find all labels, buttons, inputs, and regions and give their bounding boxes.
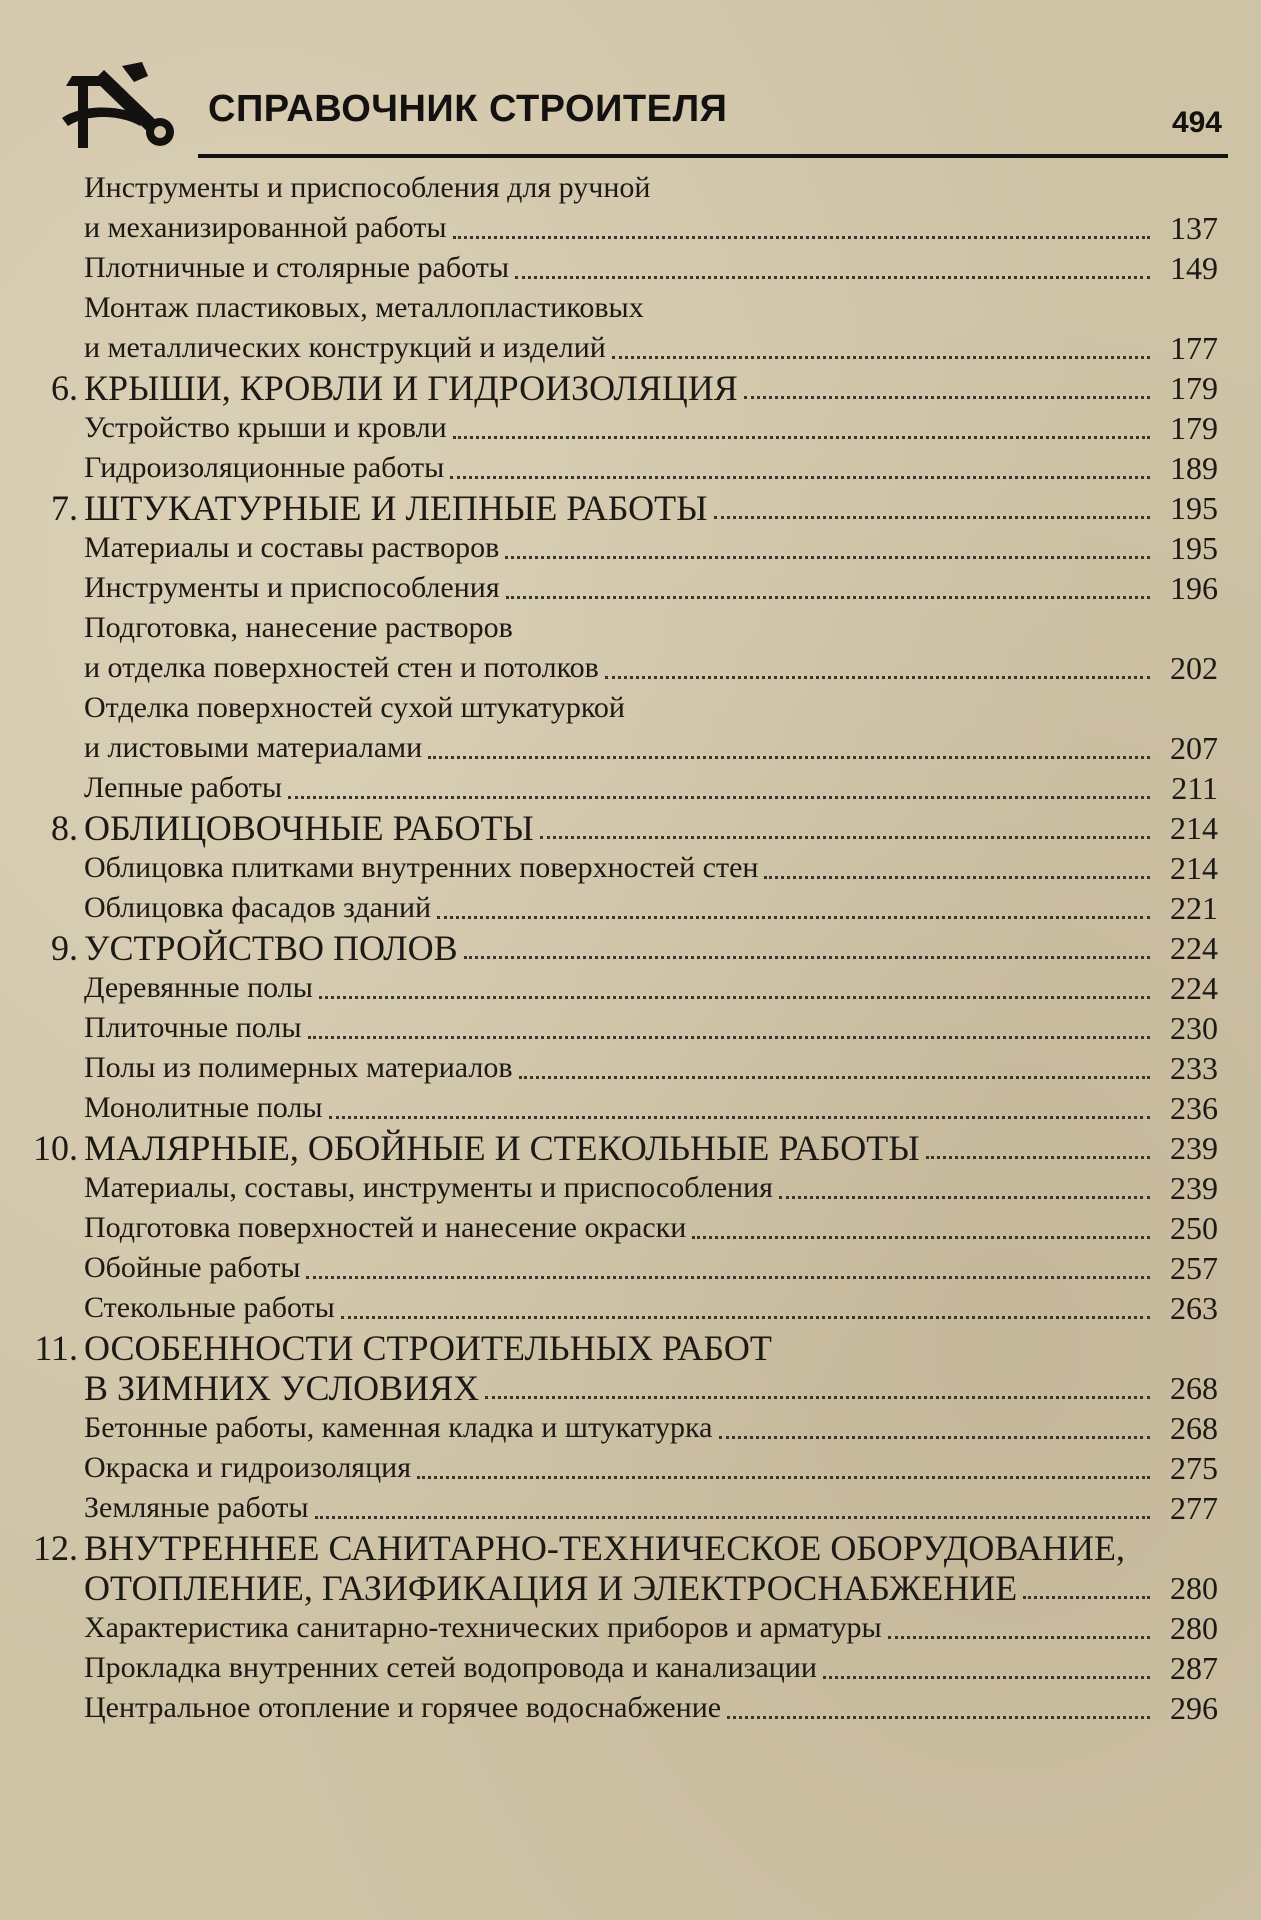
toc-section-row xyxy=(18,1688,1218,1728)
page-ref: 221 xyxy=(1170,890,1218,926)
dot-leader xyxy=(306,1275,1150,1279)
page-ref: 149 xyxy=(1170,250,1218,286)
dot-leader xyxy=(417,1475,1150,1479)
dot-leader xyxy=(341,1315,1150,1319)
toc-chapter-row xyxy=(18,1128,1218,1168)
dot-leader xyxy=(519,1075,1150,1079)
section-title: Центральное отопление и горячее водоснабжение xyxy=(84,1691,722,1724)
dot-leader xyxy=(779,1195,1150,1199)
page-ref: 224 xyxy=(1170,930,1218,966)
toc-section-row xyxy=(18,688,1218,728)
chapter-number: 6. xyxy=(51,368,78,408)
dot-leader xyxy=(540,835,1150,839)
page-ref: 202 xyxy=(1170,650,1218,686)
toc-section-row xyxy=(18,608,1218,648)
dot-leader xyxy=(888,1635,1150,1639)
chapter-number: 10. xyxy=(33,1128,78,1168)
toc-chapter-row xyxy=(18,928,1218,968)
toc-section-row xyxy=(18,1008,1218,1048)
dot-leader xyxy=(464,955,1150,959)
dot-leader xyxy=(329,1115,1150,1119)
dot-leader xyxy=(744,395,1150,399)
dot-leader xyxy=(428,755,1150,759)
toc-chapter-row xyxy=(18,808,1218,848)
section-title: Стекольные работы xyxy=(84,1291,335,1324)
page-ref: 214 xyxy=(1170,810,1218,846)
section-title: Инструменты и приспособления для ручной xyxy=(84,171,651,204)
page-ref: 277 xyxy=(1170,1490,1218,1526)
chapter-title: В ЗИМНИХ УСЛОВИЯХ xyxy=(84,1368,480,1408)
dot-leader xyxy=(505,555,1150,559)
toc-chapter-row xyxy=(18,488,1218,528)
section-title: и металлических конструкций и изделий xyxy=(84,331,606,364)
section-title: Обойные работы xyxy=(84,1251,301,1284)
page-header xyxy=(28,52,1228,162)
section-title: Подготовка поверхностей и нанесение окраски xyxy=(84,1211,687,1244)
chapter-number: 12. xyxy=(33,1528,78,1568)
section-title: Инструменты и приспособления xyxy=(84,571,500,604)
section-title: Материалы, составы, инструменты и приспособления xyxy=(84,1171,773,1204)
dot-leader xyxy=(515,275,1150,279)
page-ref: 195 xyxy=(1170,490,1218,526)
section-title: Прокладка внутренних сетей водопровода и канализации xyxy=(84,1651,817,1684)
chapter-number: 8. xyxy=(51,808,78,848)
dot-leader xyxy=(519,638,1150,639)
toc-section-row xyxy=(18,528,1218,568)
page-ref: 179 xyxy=(1170,410,1218,446)
page-ref: 263 xyxy=(1170,1290,1218,1326)
section-title: Полы из полимерных материалов xyxy=(84,1051,513,1084)
section-title: Деревянные полы xyxy=(84,971,313,1004)
dot-leader xyxy=(656,198,1150,199)
page-ref: 239 xyxy=(1170,1170,1218,1206)
page-ref: 275 xyxy=(1170,1450,1218,1486)
page-ref: 233 xyxy=(1170,1050,1218,1086)
section-title: Бетонные работы, каменная кладка и штукатурка xyxy=(84,1411,713,1444)
section-title: Отделка поверхностей сухой штукатуркой xyxy=(84,691,625,724)
section-title: Окраска и гидроизоляция xyxy=(84,1451,411,1484)
dot-leader xyxy=(650,318,1150,319)
toc-section-row xyxy=(18,408,1218,448)
chapter-number: 9. xyxy=(51,928,78,968)
toc-section-row xyxy=(18,728,1218,768)
dot-leader xyxy=(319,995,1150,999)
dot-leader xyxy=(453,235,1150,239)
section-title: Подготовка, нанесение растворов xyxy=(84,611,513,644)
dot-leader xyxy=(288,795,1150,799)
dot-leader xyxy=(714,515,1150,519)
dot-leader xyxy=(719,1435,1151,1439)
page-ref: 196 xyxy=(1170,570,1218,606)
page-ref: 195 xyxy=(1170,530,1218,566)
toc-section-row xyxy=(18,448,1218,488)
section-title: Облицовка фасадов зданий xyxy=(84,891,432,924)
builder-tools-logo-icon xyxy=(42,56,182,156)
toc-section-row xyxy=(18,248,1218,288)
toc-section-row xyxy=(18,1448,1218,1488)
dot-leader xyxy=(453,435,1150,439)
section-title: Характеристика санитарно-технических приборов и арматуры xyxy=(84,1611,882,1644)
dot-leader xyxy=(437,915,1150,919)
page-ref: 211 xyxy=(1171,770,1218,806)
page-ref: 280 xyxy=(1170,1570,1218,1606)
page-ref: 287 xyxy=(1170,1650,1218,1686)
page-ref: 296 xyxy=(1170,1690,1218,1726)
toc-section-row xyxy=(18,1208,1218,1248)
toc-section-row xyxy=(18,1608,1218,1648)
book-title: СПРАВОЧНИК СТРОИТЕЛЯ xyxy=(208,88,728,130)
dot-leader xyxy=(631,718,1150,719)
page-ref: 230 xyxy=(1170,1010,1218,1046)
toc-section-row xyxy=(18,888,1218,928)
dot-leader xyxy=(727,1715,1150,1719)
chapter-title: МАЛЯРНЫЕ, ОБОЙНЫЕ И СТЕКОЛЬНЫЕ РАБОТЫ xyxy=(84,1128,920,1168)
section-title: Монтаж пластиковых, металлопластиковых xyxy=(84,291,644,324)
page-ref: 224 xyxy=(1170,970,1218,1006)
dot-leader xyxy=(1023,1595,1150,1599)
dot-leader xyxy=(778,1358,1150,1359)
page-ref: 207 xyxy=(1170,730,1218,766)
toc-section-row xyxy=(18,1248,1218,1288)
toc-section-row xyxy=(18,328,1218,368)
section-title: и механизированной работы xyxy=(84,211,447,244)
page-ref: 268 xyxy=(1170,1410,1218,1446)
dot-leader xyxy=(506,595,1150,599)
dot-leader xyxy=(692,1235,1150,1239)
page-ref: 236 xyxy=(1170,1090,1218,1126)
section-title: Материалы и составы растворов xyxy=(84,531,500,564)
toc-section-row xyxy=(18,1648,1218,1688)
dot-leader xyxy=(308,1035,1150,1039)
page-ref: 239 xyxy=(1170,1130,1218,1166)
toc-chapter-row xyxy=(18,1368,1218,1408)
dot-leader xyxy=(1131,1558,1150,1559)
section-title: Устройство крыши и кровли xyxy=(84,411,447,444)
toc-chapter-row xyxy=(18,1528,1218,1568)
toc-section-row xyxy=(18,1048,1218,1088)
chapter-title: ОТОПЛЕНИЕ, ГАЗИФИКАЦИЯ И ЭЛЕКТРОСНАБЖЕНИЕ xyxy=(84,1568,1018,1608)
dot-leader xyxy=(605,675,1150,679)
toc-chapter-row xyxy=(18,1568,1218,1608)
toc-section-row xyxy=(18,168,1218,208)
section-title: Облицовка плитками внутренних поверхностей стен xyxy=(84,851,759,884)
page-number: 494 xyxy=(1171,106,1222,139)
page-ref: 214 xyxy=(1170,850,1218,886)
chapter-title: УСТРОЙСТВО ПОЛОВ xyxy=(84,928,458,968)
toc-section-row xyxy=(18,208,1218,248)
toc-section-row xyxy=(18,1088,1218,1128)
toc-section-row xyxy=(18,968,1218,1008)
chapter-title: ОБЛИЦОВОЧНЫЕ РАБОТЫ xyxy=(84,808,534,848)
toc-section-row xyxy=(18,648,1218,688)
page-ref: 189 xyxy=(1170,450,1218,486)
chapter-title: ОСОБЕННОСТИ СТРОИТЕЛЬНЫХ РАБОТ xyxy=(84,1328,772,1368)
chapter-number: 7. xyxy=(51,488,78,528)
toc-chapter-row xyxy=(18,1328,1218,1368)
toc-section-row xyxy=(18,288,1218,328)
section-title: Земляные работы xyxy=(84,1491,309,1524)
section-title: и отделка поверхностей стен и потолков xyxy=(84,651,599,684)
toc-section-row xyxy=(18,848,1218,888)
toc-section-row xyxy=(18,1288,1218,1328)
dot-leader xyxy=(450,475,1150,479)
page-ref: 257 xyxy=(1170,1250,1218,1286)
chapter-title: ВНУТРЕННЕЕ САНИТАРНО-ТЕХНИЧЕСКОЕ ОБОРУДОВАНИЕ, xyxy=(84,1528,1126,1568)
table-of-contents xyxy=(18,168,1218,1728)
dot-leader xyxy=(612,355,1150,359)
toc-section-row xyxy=(18,768,1218,808)
toc-chapter-row xyxy=(18,368,1218,408)
section-title: Плотничные и столярные работы xyxy=(84,251,510,284)
chapter-title: КРЫШИ, КРОВЛИ И ГИДРОИЗОЛЯЦИЯ xyxy=(84,368,738,408)
page-ref: 280 xyxy=(1170,1610,1218,1646)
toc-section-row xyxy=(18,1168,1218,1208)
dot-leader xyxy=(485,1395,1150,1399)
page-ref: 250 xyxy=(1170,1210,1218,1246)
section-title: Лепные работы xyxy=(84,771,282,804)
toc-section-row xyxy=(18,1408,1218,1448)
chapter-title: ШТУКАТУРНЫЕ И ЛЕПНЫЕ РАБОТЫ xyxy=(84,488,708,528)
page-ref: 179 xyxy=(1170,370,1218,406)
page-ref: 268 xyxy=(1170,1370,1218,1406)
section-title: Монолитные полы xyxy=(84,1091,323,1124)
chapter-number: 11. xyxy=(34,1328,78,1368)
dot-leader xyxy=(315,1515,1150,1519)
dot-leader xyxy=(764,875,1150,879)
toc-section-row xyxy=(18,568,1218,608)
section-title: и листовыми материалами xyxy=(84,731,423,764)
page-ref: 177 xyxy=(1170,330,1218,366)
toc-section-row xyxy=(18,1488,1218,1528)
section-title: Гидроизоляционные работы xyxy=(84,451,445,484)
header-rule xyxy=(198,154,1228,158)
section-title: Плиточные полы xyxy=(84,1011,302,1044)
dot-leader xyxy=(823,1675,1150,1679)
dot-leader xyxy=(926,1155,1150,1159)
page-ref: 137 xyxy=(1170,210,1218,246)
